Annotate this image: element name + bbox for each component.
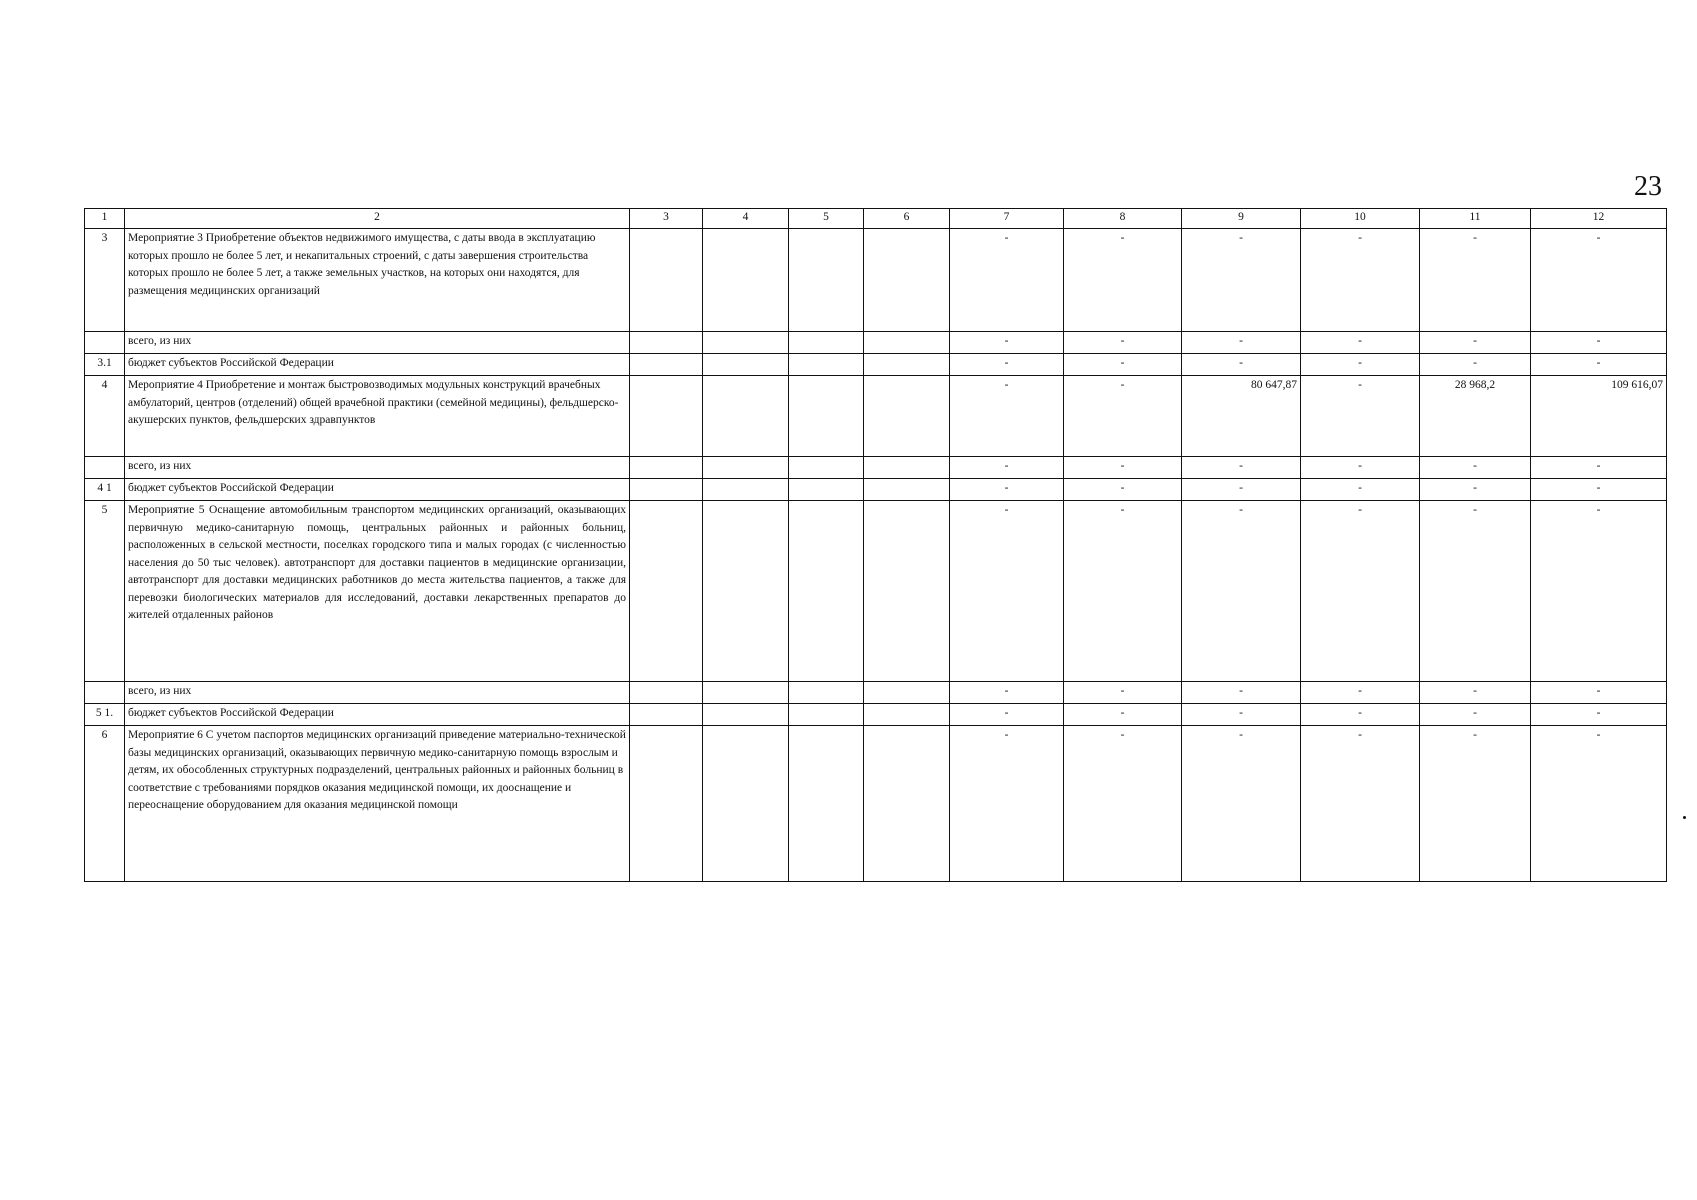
row-number <box>85 332 125 354</box>
cell-col-9: - <box>1182 682 1301 704</box>
cell-col-8: - <box>1064 726 1182 882</box>
cell-col-5 <box>789 229 864 332</box>
cell-col-4 <box>703 501 789 682</box>
row-description: Мероприятие 5 Оснащение автомобильным транспортом медицинских организаций, оказывающих первичную медико-санитарную помощь, центральных районных и районных больниц, расположенных в сельской местности, поселках городского типа и малых городах (с численностью населения до 50 тыс человек). автотранспорт для доставки пациентов в медицинские организации, автотранспорт для доставки медицинских работников до места жительства пациентов, а также для перевозки биологических материалов для исследований, доставки лекарственных препаратов до жителей отдаленных районов <box>125 501 630 682</box>
cell-col-5 <box>789 726 864 882</box>
cell-col-8: - <box>1064 704 1182 726</box>
cell-col-9: - <box>1182 354 1301 376</box>
cell-col-8: - <box>1064 332 1182 354</box>
table-row <box>85 376 1667 457</box>
cell-col-5 <box>789 332 864 354</box>
cell-col-12: - <box>1531 332 1667 354</box>
row-description: всего, из них <box>125 332 630 354</box>
cell-col-3 <box>630 457 703 479</box>
cell-col-7: - <box>950 704 1064 726</box>
header-cell: 11 <box>1420 209 1531 229</box>
row-description: Мероприятие 4 Приобретение и монтаж быстровозводимых модульных конструкций врачебных амбулаторий, центров (отделений) общей врачебной практики (семейной медицины), фельдшерско-акушерских пунктов, фельдшерских здравпунктов <box>125 376 630 457</box>
row-number: 3.1 <box>85 354 125 376</box>
cell-col-7: - <box>950 376 1064 457</box>
cell-col-12: - <box>1531 726 1667 882</box>
cell-col-7: - <box>950 332 1064 354</box>
cell-col-6 <box>864 704 950 726</box>
cell-col-4 <box>703 332 789 354</box>
cell-col-3 <box>630 229 703 332</box>
row-number <box>85 682 125 704</box>
cell-col-12: - <box>1531 682 1667 704</box>
header-cell: 7 <box>950 209 1064 229</box>
cell-col-10: - <box>1301 726 1420 882</box>
cell-col-3 <box>630 479 703 501</box>
cell-col-10: - <box>1301 376 1420 457</box>
cell-col-8: - <box>1064 354 1182 376</box>
cell-col-6 <box>864 376 950 457</box>
row-description: бюджет субъектов Российской Федерации <box>125 704 630 726</box>
cell-col-8: - <box>1064 457 1182 479</box>
cell-col-8: - <box>1064 376 1182 457</box>
cell-col-6 <box>864 726 950 882</box>
header-row <box>85 209 1667 229</box>
row-description: всего, из них <box>125 682 630 704</box>
cell-col-3 <box>630 726 703 882</box>
cell-col-5 <box>789 354 864 376</box>
cell-col-4 <box>703 726 789 882</box>
cell-col-11: - <box>1420 457 1531 479</box>
row-number: 4 1 <box>85 479 125 501</box>
cell-col-10: - <box>1301 229 1420 332</box>
header-cell: 1 <box>85 209 125 229</box>
row-description: Мероприятие 6 С учетом паспортов медицинских организаций приведение материально-технической базы медицинских организаций, оказывающих первичную медико-санитарную помощь взрослым и детям, их обособленных структурных подразделений, центральных районных и районных больниц в соответствие с требованиями порядков оказания медицинской помощи, их дооснащение и переоснащение оборудованием для оказания медицинской помощи <box>125 726 630 882</box>
cell-col-12: - <box>1531 501 1667 682</box>
cell-col-6 <box>864 229 950 332</box>
header-cell: 6 <box>864 209 950 229</box>
cell-col-5 <box>789 704 864 726</box>
cell-col-7: - <box>950 354 1064 376</box>
cell-col-7: - <box>950 501 1064 682</box>
cell-col-4 <box>703 479 789 501</box>
header-cell: 3 <box>630 209 703 229</box>
cell-col-4 <box>703 376 789 457</box>
cell-col-11: - <box>1420 704 1531 726</box>
table-row <box>85 457 1667 479</box>
cell-col-10: - <box>1301 479 1420 501</box>
cell-col-3 <box>630 376 703 457</box>
cell-col-8: - <box>1064 229 1182 332</box>
cell-col-6 <box>864 457 950 479</box>
measures-table <box>84 208 1667 882</box>
cell-col-12: - <box>1531 457 1667 479</box>
cell-col-10: - <box>1301 501 1420 682</box>
row-description: всего, из них <box>125 457 630 479</box>
cell-col-11: - <box>1420 229 1531 332</box>
cell-col-5 <box>789 479 864 501</box>
cell-col-6 <box>864 682 950 704</box>
cell-col-9: - <box>1182 501 1301 682</box>
cell-col-12: - <box>1531 354 1667 376</box>
cell-col-11: - <box>1420 726 1531 882</box>
table-row <box>85 501 1667 682</box>
cell-col-3 <box>630 354 703 376</box>
cell-col-3 <box>630 682 703 704</box>
cell-col-6 <box>864 479 950 501</box>
table-row <box>85 479 1667 501</box>
header-cell: 12 <box>1531 209 1667 229</box>
cell-col-11: - <box>1420 354 1531 376</box>
cell-col-5 <box>789 501 864 682</box>
cell-col-11: - <box>1420 332 1531 354</box>
header-cell: 9 <box>1182 209 1301 229</box>
header-cell: 5 <box>789 209 864 229</box>
header-cell: 8 <box>1064 209 1182 229</box>
table-row <box>85 726 1667 882</box>
cell-col-10: - <box>1301 704 1420 726</box>
cell-col-3 <box>630 501 703 682</box>
cell-col-9: - <box>1182 726 1301 882</box>
cell-col-5 <box>789 457 864 479</box>
row-description: бюджет субъектов Российской Федерации <box>125 354 630 376</box>
cell-col-11: - <box>1420 682 1531 704</box>
cell-col-8: - <box>1064 682 1182 704</box>
scan-dot <box>1683 816 1686 819</box>
cell-col-7: - <box>950 457 1064 479</box>
cell-col-11: 28 968,2 <box>1420 376 1531 457</box>
row-number: 3 <box>85 229 125 332</box>
row-number: 5 1. <box>85 704 125 726</box>
page-number: 23 <box>1634 171 1662 202</box>
cell-col-12: - <box>1531 229 1667 332</box>
header-cell: 4 <box>703 209 789 229</box>
cell-col-6 <box>864 501 950 682</box>
cell-col-9: - <box>1182 457 1301 479</box>
cell-col-9: - <box>1182 704 1301 726</box>
cell-col-12: 109 616,07 <box>1531 376 1667 457</box>
row-description: Мероприятие 3 Приобретение объектов недвижимого имущества, с даты ввода в эксплуатацию которых прошло не более 5 лет, и некапитальных строений, с даты завершения строительства которых прошло не более 5 лет, а также земельных участков, на которых они находятся, для размещения медицинских организаций <box>125 229 630 332</box>
cell-col-7: - <box>950 682 1064 704</box>
row-number <box>85 457 125 479</box>
table-row <box>85 682 1667 704</box>
header-cell: 10 <box>1301 209 1420 229</box>
row-number: 4 <box>85 376 125 457</box>
table-row <box>85 229 1667 332</box>
row-number: 5 <box>85 501 125 682</box>
cell-col-10: - <box>1301 682 1420 704</box>
row-number: 6 <box>85 726 125 882</box>
cell-col-6 <box>864 354 950 376</box>
cell-col-4 <box>703 704 789 726</box>
cell-col-6 <box>864 332 950 354</box>
table-row <box>85 704 1667 726</box>
cell-col-8: - <box>1064 501 1182 682</box>
cell-col-10: - <box>1301 457 1420 479</box>
cell-col-10: - <box>1301 354 1420 376</box>
cell-col-12: - <box>1531 704 1667 726</box>
row-description: бюджет субъектов Российской Федерации <box>125 479 630 501</box>
cell-col-11: - <box>1420 501 1531 682</box>
cell-col-3 <box>630 332 703 354</box>
cell-col-4 <box>703 682 789 704</box>
cell-col-9: - <box>1182 229 1301 332</box>
cell-col-3 <box>630 704 703 726</box>
table-row <box>85 332 1667 354</box>
cell-col-7: - <box>950 229 1064 332</box>
cell-col-5 <box>789 376 864 457</box>
table-row <box>85 354 1667 376</box>
cell-col-7: - <box>950 479 1064 501</box>
header-cell: 2 <box>125 209 630 229</box>
cell-col-4 <box>703 457 789 479</box>
cell-col-4 <box>703 354 789 376</box>
cell-col-4 <box>703 229 789 332</box>
cell-col-12: - <box>1531 479 1667 501</box>
cell-col-7: - <box>950 726 1064 882</box>
cell-col-10: - <box>1301 332 1420 354</box>
cell-col-9: - <box>1182 332 1301 354</box>
cell-col-9: - <box>1182 479 1301 501</box>
cell-col-5 <box>789 682 864 704</box>
cell-col-9: 80 647,87 <box>1182 376 1301 457</box>
cell-col-8: - <box>1064 479 1182 501</box>
cell-col-11: - <box>1420 479 1531 501</box>
